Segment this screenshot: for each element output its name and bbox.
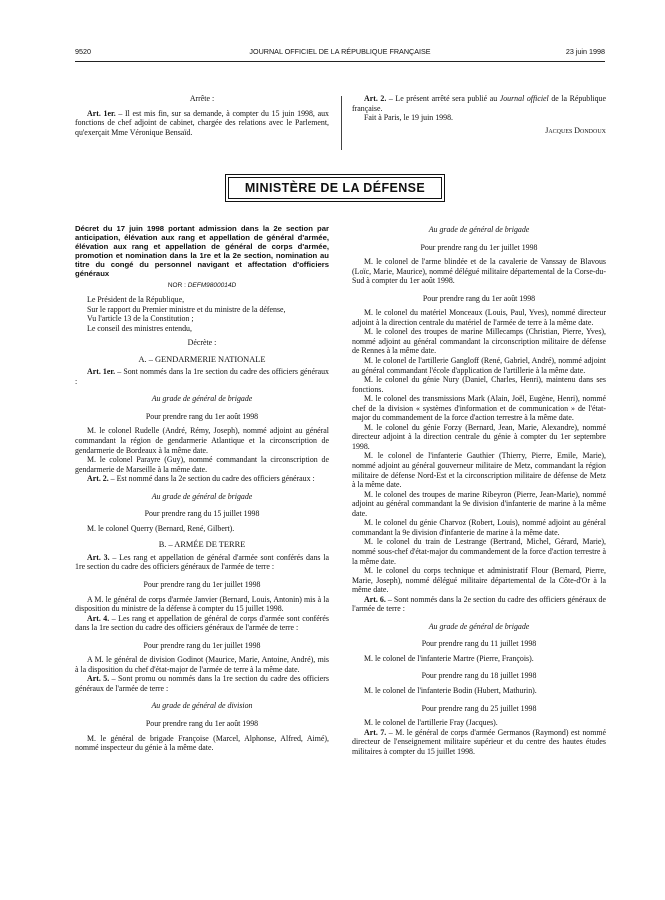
officer-entry: M. le colonel Parayre (Guy), nommé commandant la circonscription de gendarmerie de Marseille à la même date. [75, 455, 329, 474]
decrete-heading: Décrète : [187, 338, 217, 348]
page-number: 9520 [75, 47, 91, 56]
officer-entry: M. le colonel Querry (Bernard, René, Gilbert). [87, 523, 235, 533]
decree-title: Décret du 17 juin 1998 portant admission dans la 2e section par anticipation, élévation aux rang et appellation de général d'armée, élévation aux rang et appellation de général de corps d'armée, promotion et nomination dans la 1re et la 2e section, nomination au titre du congé du personnel navigant et affectation d'officiers généraux [75, 224, 329, 278]
officer-entry: M. le colonel du corps technique et administratif Flour (Bernard, Pierre, Marie, Joseph), nommé délégué militaire départemental de la Côte-d'Or à la même date. [352, 566, 606, 595]
previous-decree-right [352, 94, 606, 135]
prev-article-1: Art. 1er. – Il est mis fin, sur sa demande, à compter du 15 juin 1998, aux fonctions de chef adjoint de cabinet, chargée des relations avec le Parlement, qu'exerçait Mme Véronique Bensaïd. [75, 108, 329, 137]
rang-heading: Pour prendre rang du 1er juillet 1998 [143, 580, 261, 590]
article-3: Art. 3. – Les rang et appellation de général d'armée sont conférés dans la 1re section du cadre des officiers généraux de l'armée de terre : [75, 552, 329, 572]
officer-entry: M. le colonel de l'infanterie Martre (Pierre, François). [364, 653, 534, 663]
officer-entry: M. le colonel des troupes de marine Millecamps (Christian, Pierre, Yves), nommé adjoint au général commandant la circonscription militaire de défense de Rennes à la même date. [352, 327, 606, 356]
column-separator [341, 96, 342, 150]
article-4: Art. 4. – Les rang et appellation de général de corps d'armée sont conférés dans la 1re section du cadre des officiers généraux de l'armée de terre : [75, 613, 329, 633]
journal-title: JOURNAL OFFICIEL DE LA RÉPUBLIQUE FRANÇAISE [249, 47, 431, 56]
page-header [75, 47, 605, 59]
officer-entry: M. le général de brigade Françoise (Marcel, Alphonse, Alfred, Aimé), nommé inspecteur du génie à la même date. [75, 733, 329, 753]
grade-heading: Au grade de général de brigade [151, 491, 253, 501]
officer-entry: M. le colonel de l'infanterie Bodin (Hubert, Mathurin). [364, 685, 537, 695]
fait-a-paris: Fait à Paris, le 19 juin 1998. [364, 113, 453, 123]
issue-date: 23 juin 1998 [565, 47, 605, 56]
intro-conseil: Le conseil des ministres entendu, [87, 323, 192, 333]
ministry-heading-box: MINISTÈRE DE LA DÉFENSE [228, 177, 442, 199]
rang-heading: Pour prendre rang du 15 juillet 1998 [144, 509, 260, 519]
previous-decree-left [75, 94, 329, 137]
officer-entry: A M. le général de division Godinot (Maurice, Marie, Antoine, André), mis à la disposition du chef d'état-major de l'armée de terre à la même date. [75, 655, 329, 674]
officer-entry: M. le colonel du train de Lestrange (Bertrand, Michel, Gérard, Marie), nommé sous-chef d'état-major du commandement de la force d'action terrestre à la même date. [352, 537, 606, 566]
rang-heading: Pour prendre rang du 1er août 1998 [422, 293, 536, 303]
signature: Jacques Dondoux [545, 125, 606, 135]
grade-heading: Au grade de général de division [151, 701, 253, 711]
article-5: Art. 5. – Sont promu ou nommés dans la 1re section du cadre des officiers généraux de l'armée de terre : [75, 674, 329, 693]
officer-entry: M. le colonel du génie Nury (Daniel, Charles, Henri), maintenu dans ses fonctions. [352, 375, 606, 394]
arrete-heading: Arrête : [189, 94, 215, 103]
officer-entry: M. le colonel du génie Charvoz (Robert, Louis), nommé adjoint au général commandant la 9e division d'infanterie de marine à la même date. [352, 518, 606, 537]
intro-rapport: Sur le rapport du Premier ministre et du ministre de la défense, [87, 304, 286, 314]
intro-vu: Vu l'article 13 de la Constitution ; [87, 314, 194, 324]
article-7: Art. 7. – M. le général de corps d'armée Germanos (Raymond) est nommé directeur de l'enseignement militaire supérieur et du centre des hautes études militaires à compter du 15 juillet 1998. [352, 727, 606, 756]
officer-entry: M. le colonel de l'arme blindée et de la cavalerie de Vanssay de Blavous (Loïc, Marie, Maurice), nommé délégué militaire départemental de la Corse-du-Sud à compter du 1er août 1998. [352, 257, 606, 286]
rang-heading: Pour prendre rang du 25 juillet 1998 [421, 703, 537, 713]
intro-president: Le Président de la République, [87, 294, 185, 304]
rang-heading: Pour prendre rang du 1er juillet 1998 [420, 242, 538, 252]
grade-heading: Au grade de général de brigade [428, 225, 530, 234]
nor-reference: NOR : DEFM9800014D [167, 282, 237, 290]
rang-heading: Pour prendre rang du 18 juillet 1998 [421, 671, 537, 681]
section-armee-de-terre: B. – ARMÉE DE TERRE [158, 540, 246, 550]
rang-heading: Pour prendre rang du 1er août 1998 [145, 411, 259, 421]
rang-heading: Pour prendre rang du 1er août 1998 [145, 719, 259, 729]
decree-left-column [75, 225, 329, 753]
rang-heading: Pour prendre rang du 11 juillet 1998 [421, 639, 537, 649]
officer-entry: M. le colonel de l'infanterie Gauthier (Thierry, Pierre, Emile, Marie), nommé adjoint au général gouverneur militaire de Metz, commandant la région militaire de défense Nord-Est et la circonscription militaire de défense de Metz à la même date. [352, 451, 606, 490]
prev-article-2: Art. 2. – Le présent arrêté sera publié au Journal officiel de la République française. [352, 94, 606, 113]
officer-entry: M. le colonel du matériel Monceaux (Louis, Paul, Yves), nommé directeur adjoint à la direction centrale du matériel de l'armée de terre à la même date. [352, 308, 606, 327]
officer-entry: M. le colonel des transmissions Mark (Alain, Joël, Eugène, Henri), nommé chef de la division « systèmes d'information et de communication » de l'état-major du commandement de la force d'action terrestre à la même date. [352, 394, 606, 423]
article-2: Art. 2. – Est nommé dans la 2e section du cadre des officiers généraux : [87, 474, 315, 484]
officer-entry: M. le colonel de l'artillerie Gangloff (René, Gabriel, André), nommé adjoint au général commandant l'école d'application de l'artillerie à la même date. [352, 356, 606, 375]
grade-heading: Au grade de général de brigade [428, 621, 530, 631]
header-rule [75, 61, 605, 62]
officer-entry: M. le colonel des troupes de marine Ribeyron (Pierre, Jean-Marie), nommé adjoint au général commandant la 9e division d'infanterie de marine à la même date. [352, 489, 606, 518]
article-1: Art. 1er. – Sont nommés dans la 1re section du cadre des officiers généraux : [75, 367, 329, 386]
rang-heading: Pour prendre rang du 1er juillet 1998 [143, 640, 261, 650]
article-6: Art. 6. – Sont nommés dans la 2e section du cadre des officiers généraux de l'armée de terre : [352, 594, 606, 614]
grade-heading: Au grade de général de brigade [151, 394, 253, 404]
officer-entry: M. le colonel du génie Forzy (Bernard, Jean, Marie, Alexandre), nommé directeur adjoint à la direction centrale du génie à compter du 1er septembre 1998. [352, 422, 606, 451]
decree-right-column [352, 225, 606, 756]
officer-entry: M. le colonel Rudelle (André, Rémy, Joseph), nommé adjoint au général commandant la région de gendarmerie Atlantique et la circonscription de gendarmerie de Bordeaux à la même date. [75, 426, 329, 455]
section-gendarmerie: A. – GENDARMERIE NATIONALE [138, 354, 266, 364]
officer-entry: A M. le général de corps d'armée Janvier (Bernard, Louis, Antonin) mis à la disposition du ministre de la défense à compter du 15 juillet 1998. [75, 594, 329, 614]
officer-entry: M. le colonel de l'artillerie Fray (Jacques). [364, 718, 498, 728]
